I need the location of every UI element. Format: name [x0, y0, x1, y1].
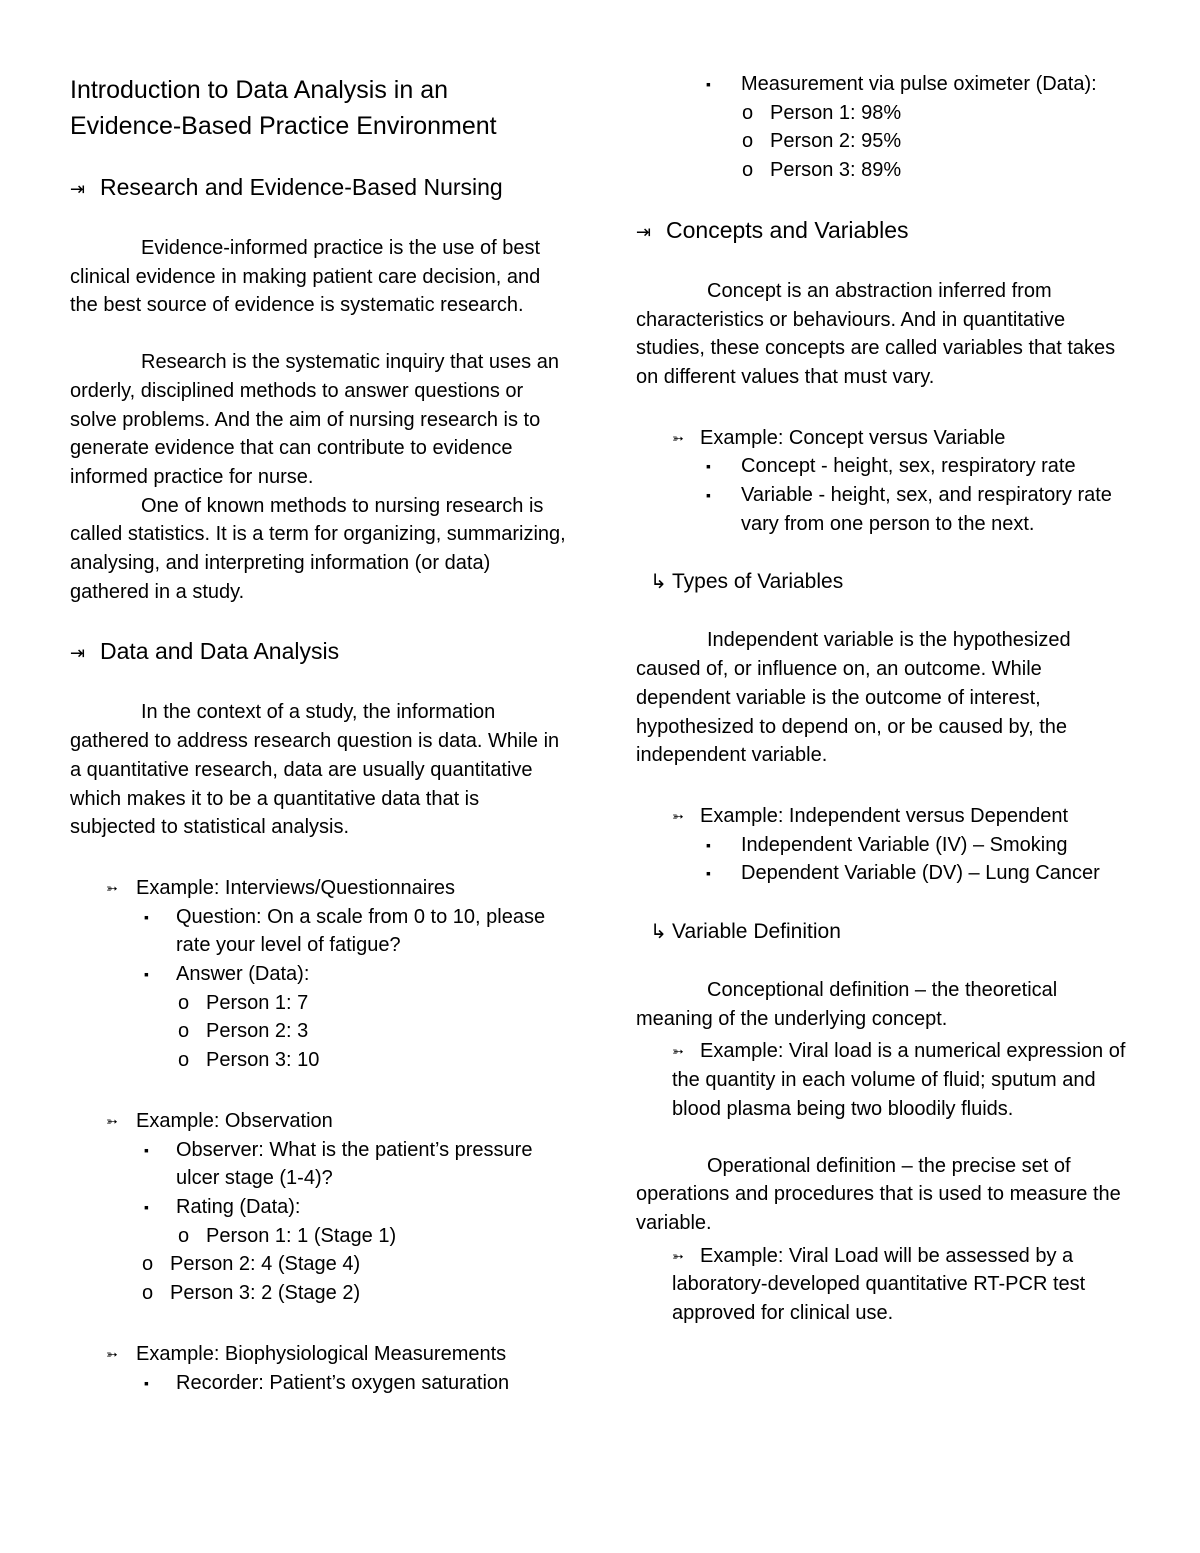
example-viral-load-operational: ➳ Example: Viral Load will be assessed by a laboratory-developed quantitative RT-PCR test approved for clinical use.	[636, 1242, 1136, 1328]
circle-bullet-icon: o	[142, 1282, 154, 1305]
paragraph-evidence-informed: Evidence-informed practice is the use of best clinical evidence in making patient care decision, and the best source of evidence is systematic research.	[70, 237, 541, 317]
square-bullet-icon: ▪	[144, 1141, 149, 1158]
list-item: ▪ Answer (Data):	[70, 960, 570, 989]
list-item: ▪ Dependent Variable (DV) – Lung Cancer	[636, 859, 1136, 888]
example-arrow-icon: ➳	[106, 1112, 118, 1129]
section-arrow-icon: ⇥	[70, 643, 86, 664]
circle-bullet-icon: o	[178, 1049, 190, 1072]
list-item: o Person 1: 98%	[636, 99, 1136, 128]
heading-data-analysis: ⇥ Data and Data Analysis	[70, 636, 570, 668]
example-arrow-icon: ➳	[106, 1345, 118, 1362]
example-concept-variable: ➳ Example: Concept versus Variable	[636, 424, 1136, 453]
example-arrow-icon: ➳	[672, 1247, 684, 1264]
list-item: ▪ Measurement via pulse oximeter (Data):	[636, 70, 1136, 99]
heading-variable-definition: ↳ Variable Definition	[636, 918, 1136, 946]
paragraph-research-definition: Research is the systematic inquiry that uses an orderly, disciplined methods to answer questions or solve problems. And the aim of nursing research is to generate evidence that can contribute to evidence informed practice for nurse.	[70, 351, 559, 488]
example-arrow-icon: ➳	[672, 429, 684, 446]
title-line-1: Introduction to Data Analysis in an	[70, 76, 449, 104]
list-item: o Person 1: 1 (Stage 1)	[70, 1222, 570, 1251]
paragraph-independent-dependent: Independent variable is the hypothesized caused of, or influence on, an outcome. While dependent variable is the outcome of interest, hypothesized to depend on, or be caused by, the independent variable.	[636, 629, 1071, 767]
square-bullet-icon: ▪	[144, 966, 149, 983]
paragraph-statistics: One of known methods to nursing research is called statistics. It is a term for organizing, summarizing, analysing, and interpreting information (or data) gathered in a study.	[70, 494, 566, 603]
list-item: ▪ Variable - height, sex, and respiratory rate vary from one person to the next.	[636, 481, 1136, 538]
square-bullet-icon: ▪	[706, 865, 711, 882]
square-bullet-icon: ▪	[144, 908, 149, 925]
square-bullet-icon: ▪	[706, 487, 711, 504]
left-column	[70, 72, 570, 1397]
circle-bullet-icon: o	[178, 1020, 190, 1043]
list-item: ▪ Independent Variable (IV) – Smoking	[636, 831, 1136, 860]
paragraph-data-context: In the context of a study, the information gathered to address research question is data. While in a quantitative research, data are usually quantitative which makes it to be a quantitative data that is subjected to statistical analysis.	[70, 701, 560, 839]
paragraph-concept-definition: Concept is an abstraction inferred from characteristics or behaviours. And in quantitative studies, these concepts are called variables that takes on different values that must vary.	[636, 279, 1116, 388]
heading-concepts-variables: ⇥ Concepts and Variables	[636, 215, 1136, 247]
circle-bullet-icon: o	[742, 130, 754, 153]
example-viral-load-concept: ➳ Example: Viral load is a numerical expression of the quantity in each volume of fluid; sputum and blood plasma being two bloodily fluids.	[636, 1037, 1136, 1123]
example-arrow-icon: ➳	[672, 807, 684, 824]
circle-bullet-icon: o	[742, 101, 754, 124]
list-item: ▪ Rating (Data):	[70, 1193, 570, 1222]
circle-bullet-icon: o	[742, 159, 754, 182]
right-column	[636, 70, 1136, 1328]
square-bullet-icon: ▪	[144, 1374, 149, 1391]
example-biophysiological: ➳ Example: Biophysiological Measurements	[70, 1340, 570, 1369]
example-interviews: ➳ Example: Interviews/Questionnaires	[70, 874, 570, 903]
circle-bullet-icon: o	[142, 1253, 154, 1276]
list-item: o Person 3: 2 (Stage 2)	[70, 1279, 570, 1308]
list-item: o Person 2: 4 (Stage 4)	[70, 1250, 570, 1279]
example-independent-dependent: ➳ Example: Independent versus Dependent	[636, 802, 1136, 831]
sub-arrow-icon: ↳	[650, 921, 667, 944]
document-title	[70, 72, 570, 144]
list-item: ▪ Recorder: Patient’s oxygen saturation	[70, 1369, 570, 1398]
section-arrow-icon: ⇥	[636, 221, 652, 242]
square-bullet-icon: ▪	[706, 836, 711, 853]
list-item: o Person 3: 10	[70, 1046, 570, 1075]
list-item: ▪ Observer: What is the patient’s pressure ulcer stage (1-4)?	[70, 1136, 570, 1193]
paragraph-operational-definition: Operational definition – the precise set of operations and procedures that is used to measure the variable.	[636, 1154, 1121, 1234]
list-item: o Person 3: 89%	[636, 156, 1136, 185]
heading-types-of-variables: ↳ Types of Variables	[636, 568, 1136, 596]
list-item: o Person 1: 7	[70, 989, 570, 1018]
list-item: o Person 2: 95%	[636, 127, 1136, 156]
example-arrow-icon: ➳	[106, 879, 118, 896]
square-bullet-icon: ▪	[706, 458, 711, 475]
example-observation: ➳ Example: Observation	[70, 1107, 570, 1136]
paragraph-conceptional-definition: Conceptional definition – the theoretical meaning of the underlying concept.	[636, 979, 1058, 1030]
example-arrow-icon: ➳	[672, 1043, 684, 1060]
list-item: ▪ Concept - height, sex, respiratory rate	[636, 452, 1136, 481]
circle-bullet-icon: o	[178, 991, 190, 1014]
section-arrow-icon: ⇥	[70, 179, 86, 199]
heading-research-evidence: ⇥ Research and Evidence-Based Nursing	[70, 172, 570, 204]
title-line-2: Evidence-Based Practice Environment	[70, 112, 497, 140]
circle-bullet-icon: o	[178, 1224, 190, 1247]
sub-arrow-icon: ↳	[650, 571, 667, 594]
square-bullet-icon: ▪	[144, 1198, 149, 1215]
list-item: ▪ Question: On a scale from 0 to 10, please rate your level of fatigue?	[70, 903, 570, 960]
square-bullet-icon: ▪	[706, 76, 711, 92]
list-item: o Person 2: 3	[70, 1017, 570, 1046]
